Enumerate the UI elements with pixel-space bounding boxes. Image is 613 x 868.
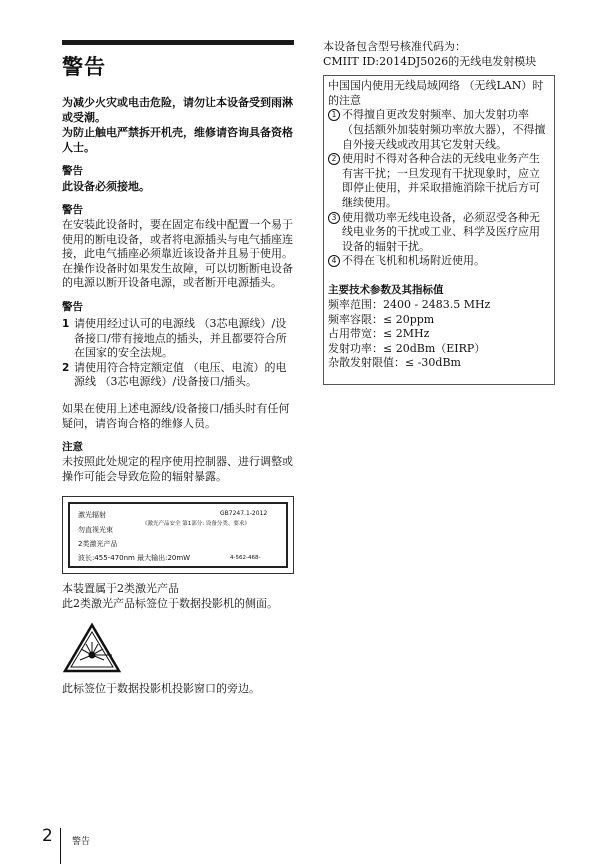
caution-section <box>62 440 294 484</box>
spec-line: 发射功率：≤ 20dBm（EIRP） <box>328 341 486 355</box>
icon-caption: 此标签位于数据投影机投影窗口的旁边。 <box>62 681 260 695</box>
warning-text: 此设备必须接地。 <box>62 180 150 193</box>
wlan-notice-box <box>323 75 555 385</box>
title-rule <box>62 40 294 45</box>
label-standard: GB7247.1-2012 <box>220 510 268 518</box>
wlan-notice-title: 中国国内使用无线局域网络 （无线LAN）时的注意 <box>328 79 544 107</box>
label-caption-2: 此2类激光产品标签位于数据投影机的侧面。 <box>62 596 278 610</box>
spec-line: 占用带宽：≤ 2MHz <box>328 327 430 341</box>
label-line-3: 2类激光产品 <box>78 540 118 549</box>
intro-line-1: 为减少火灾或电击危险，请勿让本设备受到雨淋或受潮。 <box>62 96 293 124</box>
warning-heading: 警告 <box>62 204 83 216</box>
left-column <box>62 40 294 696</box>
caution-heading: 注意 <box>62 441 83 454</box>
page-footer <box>42 826 342 866</box>
list-item: 4 不得在飞机和机场附近使用。 <box>328 254 550 269</box>
cmiit-intro: 本设备包含型号核准代码为： <box>323 40 466 53</box>
warning-text: 在安装此设备时，要在固定布线中配置一个易于使用的断电设备，或者将电源插头与电气插座连接，此电气插座必须靠近该设备并且易于使用。在操作设备时如果发生故障，可以切断断电设备的电源以断开设备电源，或者断开电源插头。 <box>62 218 293 290</box>
power-cord-list <box>62 317 294 390</box>
page-title: 警告 <box>62 55 106 79</box>
footer-section-label: 警告 <box>72 837 91 847</box>
label-standard-title: 《激光产品安全 第1部分: 设备分类、要求》 <box>142 521 250 528</box>
spec-line: 杂散发射限值：≤ -30dBm <box>328 356 461 370</box>
right-column <box>323 40 555 385</box>
warning-heading: 警告 <box>62 300 83 313</box>
label-caption-1: 本装置属于2类激光产品 <box>62 582 179 596</box>
spec-line: 频率容限：≤ 20ppm <box>328 312 435 326</box>
warning-power-cord <box>62 300 294 431</box>
label-line-1: 激光辐射 <box>78 511 106 520</box>
caution-text: 未按照此处规定的程序使用控制器、进行调整或操作可能会导致危险的辐射暴露。 <box>62 455 293 483</box>
label-line-2: 勿直视光束 <box>78 526 113 535</box>
laser-label <box>62 496 294 574</box>
list-item: 1 请使用经过认可的电源线 （3芯电源线）/设备接口/带有接地点的插头，并且都要符合所在国家的安全法规。 <box>62 316 287 360</box>
spec-line: 频率范围：2400 - 2483.5 MHz <box>328 297 491 311</box>
list-item: 1 不得擅自更改发射频率、加大发射功率 （包括额外加装射频功率放大器），不得擅自外接天线或改用其它发射天线。 <box>328 108 550 152</box>
warning-install <box>62 203 294 291</box>
list-item: 3 使用微功率无线电设备，必须忍受各种无线电业务的干扰或工业、科学及医疗应用设备的辐射干扰。 <box>328 211 550 255</box>
wlan-notice-list <box>328 108 550 269</box>
power-cord-note: 如果在使用上述电源线/设备接口/插头时有任何疑问，请咨询合格的维修人员。 <box>62 401 290 430</box>
footer-divider <box>60 828 61 864</box>
page-number: 2 <box>42 826 53 846</box>
laser-warning-icon <box>62 622 122 674</box>
intro-line-2: 为防止触电严禁拆开机壳，维修请咨询具备资格人士。 <box>62 126 293 154</box>
warning-heading: 警告 <box>62 165 83 177</box>
list-item: 2 使用时不得对各种合法的无线电业务产生有害干扰；一旦发现有干扰现象时，应立即停止使用，并采取措施消除干扰后方可继续使用。 <box>328 152 550 210</box>
label-line-4: 波长:455-470nm 最大输出:20mW <box>78 554 191 563</box>
warning-ground <box>62 164 294 194</box>
label-code: 4-562-468- <box>230 555 261 562</box>
list-item: 2 请使用符合特定额定值 （电压、电流）的电源线 （3芯电源线）/设备接口/插头。 <box>62 360 287 389</box>
cmiit-id: CMIIT ID:2014DJ5026的无线电发射模块 <box>323 54 537 68</box>
spec-title: 主要技术参数及其指标值 <box>328 283 444 296</box>
